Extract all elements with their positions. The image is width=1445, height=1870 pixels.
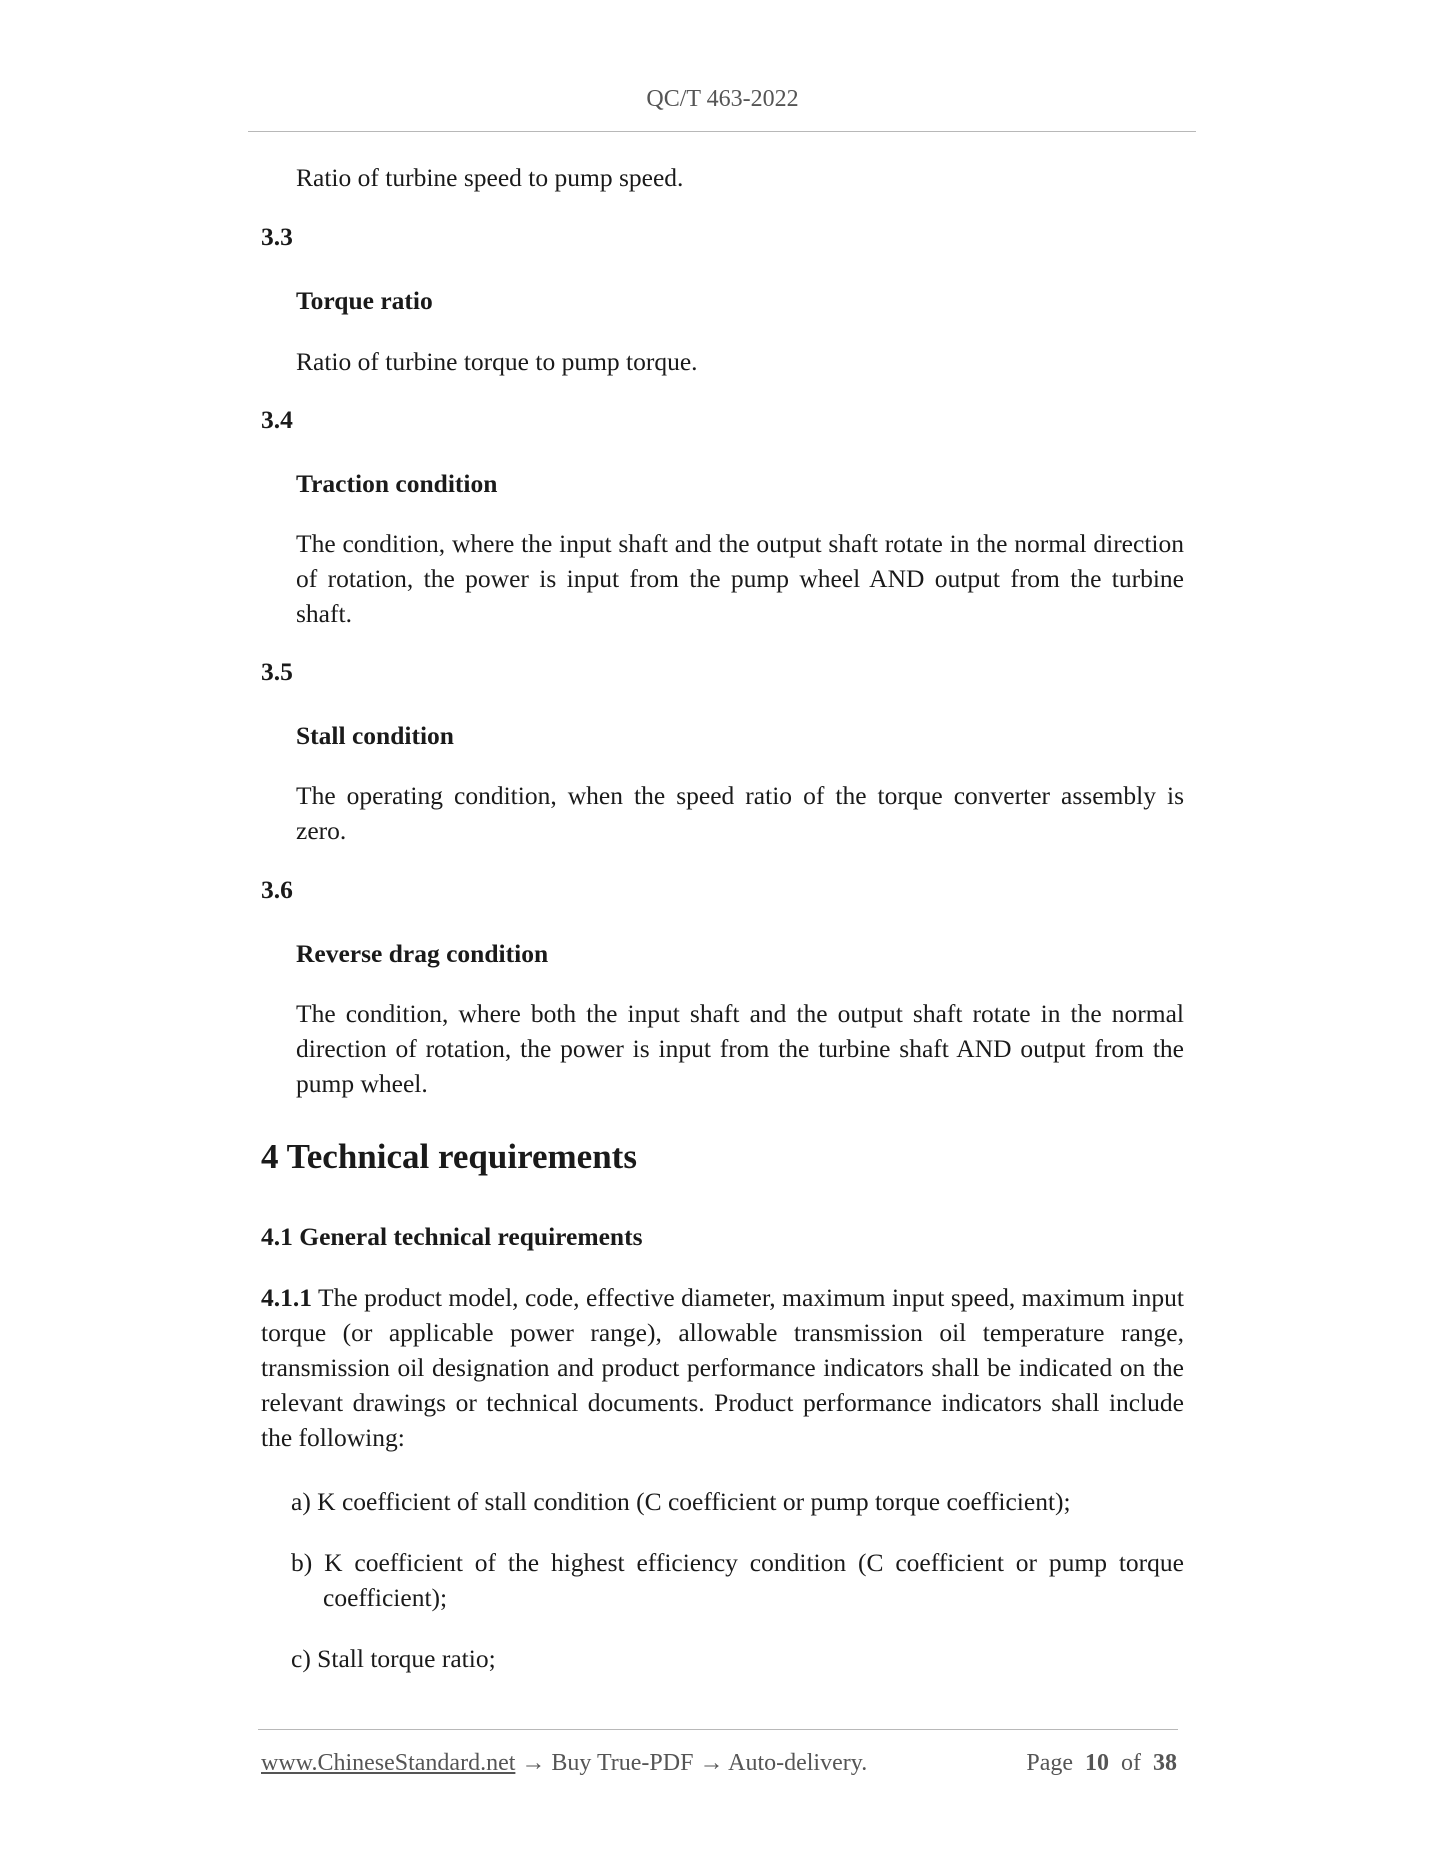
clause-number-3-4: 3.4 — [261, 405, 293, 434]
site-link[interactable]: www.ChineseStandard.net — [261, 1750, 516, 1776]
page-indicator — [1026, 1750, 1177, 1777]
clause-number-3-5: 3.5 — [261, 657, 293, 686]
running-header: QC/T 463-2022 — [646, 86, 799, 112]
list-item-c: c) Stall torque ratio; — [291, 1644, 496, 1673]
footer-promo — [261, 1750, 867, 1777]
clause-number-3-3: 3.3 — [261, 222, 293, 251]
clause-number-3-6: 3.6 — [261, 875, 293, 904]
speed-ratio-definition: Ratio of turbine speed to pump speed. — [296, 163, 684, 192]
clause-4-1-1-paragraph — [261, 1280, 1184, 1455]
of-label: of — [1121, 1750, 1141, 1776]
list-item-b: b) K coefficient of the highest efficiency condition (C coefficient or pump torque coefficient); — [291, 1548, 1184, 1612]
clause-number-4-1-1: 4.1.1 — [261, 1283, 312, 1312]
list-item-a: a) K coefficient of stall condition (C coefficient or pump torque coefficient); — [291, 1487, 1071, 1516]
section-4-heading: 4 Technical requirements — [261, 1137, 637, 1176]
definition-traction-condition: The condition, where the input shaft and the output shaft rotate in the normal direction of rotation, the power is input from the pump wheel AND output from the turbine shaft. — [296, 529, 1184, 628]
clause-4-1-1-text: The product model, code, effective diameter, maximum input speed, maximum input torque (or applicable power range), allowable transmission oil temperature range, transmission oil designation and product performance indicators shall be indicated on the relevant drawings or technical documents. Product performance indicators shall include the following: — [261, 1283, 1184, 1452]
term-torque-ratio: Torque ratio — [296, 286, 433, 315]
term-traction-condition: Traction condition — [296, 469, 498, 498]
section-4-1-heading: 4.1 General technical requirements — [261, 1222, 643, 1251]
footer-tagline: → Buy True-PDF → Auto-delivery. — [515, 1750, 868, 1776]
definition-reverse-drag-condition: The condition, where both the input shaft and the output shaft rotate in the normal direction of rotation, the power is input from the turbine shaft AND output from the pump wheel. — [296, 999, 1184, 1098]
term-reverse-drag-condition: Reverse drag condition — [296, 939, 549, 968]
page-label: Page — [1026, 1750, 1073, 1776]
footer-divider — [258, 1729, 1178, 1730]
page-current: 10 — [1085, 1750, 1109, 1776]
definition-stall-condition: The operating condition, when the speed ratio of the torque converter assembly is zero. — [296, 781, 1184, 845]
page-total: 38 — [1153, 1750, 1177, 1776]
header-divider — [248, 131, 1196, 132]
term-stall-condition: Stall condition — [296, 721, 454, 750]
definition-torque-ratio: Ratio of turbine torque to pump torque. — [296, 347, 698, 376]
